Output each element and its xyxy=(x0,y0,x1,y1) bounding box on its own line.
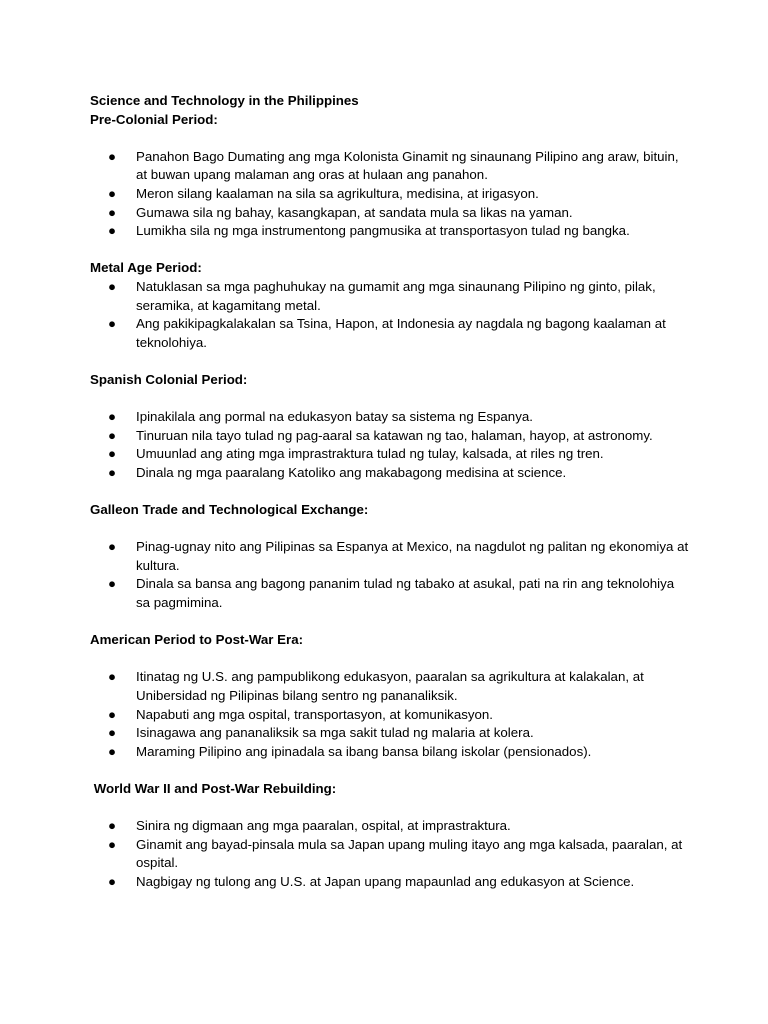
list-item-text: Nagbigay ng tulong ang U.S. at Japan upang mapaunlad ang edukasyon at Science. xyxy=(136,873,635,889)
bullet-icon: ● xyxy=(108,818,117,834)
bullet-list-spanish-colonial xyxy=(90,408,690,482)
bullet-list-metal-age xyxy=(90,278,690,352)
list-item-text: Ginamit ang bayad-pinsala mula sa Japan upang muling itayo ang mga kalsada, paaralan, at ospital. xyxy=(136,836,683,871)
spacer xyxy=(90,613,690,632)
list-item xyxy=(90,315,690,352)
list-item xyxy=(90,575,690,612)
bullet-icon: ● xyxy=(108,836,117,852)
list-item-text: Lumikha sila ng mga instrumentong pangmusika at transportasyon tulad ng bangka. xyxy=(136,223,630,239)
list-item xyxy=(90,278,690,315)
list-item-text: Maraming Pilipino ang ipinadala sa ibang bansa bilang iskolar (pensionados). xyxy=(136,743,592,759)
spacer xyxy=(90,352,690,371)
spacer xyxy=(90,241,690,260)
list-item xyxy=(90,817,690,836)
list-item-text: Panahon Bago Dumating ang mga Kolonista Ginamit ng sinaunang Pilipino ang araw, bituin, at buwan upang malaman ang oras at hulaan ang panahon. xyxy=(136,148,679,183)
bullet-icon: ● xyxy=(108,873,117,889)
list-item-text: Pinag-ugnay nito ang Pilipinas sa Espanya at Mexico, na nagdulot ng palitan ng ekonomiya at kultura. xyxy=(136,539,689,573)
bullet-list-wwii-rebuilding xyxy=(90,817,690,891)
spacer xyxy=(90,390,690,409)
list-item xyxy=(90,185,690,204)
list-item xyxy=(90,873,690,892)
section-heading-metal-age: Metal Age Period: xyxy=(90,260,202,276)
bullet-icon: ● xyxy=(108,706,117,722)
list-item-text: Dinala sa bansa ang bagong pananim tulad ng tabako at asukal, pati na rin ang teknolohiya sa pagmimina. xyxy=(136,576,675,611)
bullet-icon: ● xyxy=(108,446,117,462)
list-item xyxy=(90,148,690,185)
spacer xyxy=(90,520,690,539)
bullet-icon: ● xyxy=(108,576,117,592)
list-item xyxy=(90,706,690,725)
bullet-icon: ● xyxy=(108,204,117,220)
spacer xyxy=(90,799,690,818)
list-item xyxy=(90,464,690,483)
bullet-icon: ● xyxy=(108,725,117,741)
bullet-list-galleon-trade xyxy=(90,538,690,612)
section-heading-spanish-colonial: Spanish Colonial Period: xyxy=(90,371,248,387)
bullet-icon: ● xyxy=(108,464,117,480)
bullet-icon: ● xyxy=(108,148,117,164)
bullet-icon: ● xyxy=(108,278,117,294)
list-item-text: Itinatag ng U.S. ang pampublikong edukasyon, paaralan sa agrikultura at kalakalan, at Unibersidad ng Pilipinas bilang sentro ng pananaliksik. xyxy=(136,669,644,703)
section-heading-galleon-trade: Galleon Trade and Technological Exchange: xyxy=(90,502,369,518)
list-item-text: Meron silang kaalaman na sila sa agrikultura, medisina, at irigasyon. xyxy=(136,185,539,201)
list-item xyxy=(90,427,690,446)
bullet-icon: ● xyxy=(108,743,117,759)
list-item xyxy=(90,445,690,464)
list-item-text: Ipinakilala ang pormal na edukasyon batay sa sistema ng Espanya. xyxy=(136,409,533,425)
bullet-icon: ● xyxy=(108,539,117,555)
list-item-text: Ang pakikipagkalakalan sa Tsina, Hapon, at Indonesia ay nagdala ng bagong kaalaman at teknolohiya. xyxy=(136,316,666,350)
list-item xyxy=(90,836,690,873)
list-item-text: Umuunlad ang ating mga imprastraktura tulad ng tulay, kalsada, at riles ng tren. xyxy=(136,446,604,462)
document-title: Science and Technology in the Philippines xyxy=(90,93,359,108)
spacer xyxy=(90,129,690,148)
list-item-text: Sinira ng digmaan ang mga paaralan, ospital, at imprastraktura. xyxy=(136,818,511,834)
spacer xyxy=(90,650,690,669)
spacer xyxy=(90,482,690,501)
list-item-text: Isinagawa ang pananaliksik sa mga sakit tulad ng malaria at kolera. xyxy=(136,725,534,741)
bullet-list-american-period xyxy=(90,668,690,761)
bullet-icon: ● xyxy=(108,185,117,201)
section-heading-pre-colonial: Pre-Colonial Period: xyxy=(90,111,218,127)
bullet-icon: ● xyxy=(108,223,117,239)
spacer xyxy=(90,761,690,780)
list-item xyxy=(90,743,690,762)
bullet-icon: ● xyxy=(108,316,117,332)
list-item xyxy=(90,222,690,241)
bullet-icon: ● xyxy=(108,409,117,425)
list-item xyxy=(90,538,690,575)
bullet-icon: ● xyxy=(108,669,117,685)
document-body xyxy=(90,92,690,892)
list-item-text: Natuklasan sa mga paghuhukay na gumamit ang mga sinaunang Pilipino ng ginto, pilak, seramika, at kagamitang metal. xyxy=(136,278,656,313)
list-item-text: Dinala ng mga paaralang Katoliko ang makabagong medisina at science. xyxy=(136,464,567,480)
section-heading-american-period: American Period to Post-War Era: xyxy=(90,632,304,648)
list-item xyxy=(90,204,690,223)
bullet-icon: ● xyxy=(108,427,117,443)
list-item xyxy=(90,668,690,705)
list-item-text: Gumawa sila ng bahay, kasangkapan, at sandata mula sa likas na yaman. xyxy=(136,204,573,220)
list-item xyxy=(90,408,690,427)
list-item-text: Tinuruan nila tayo tulad ng pag-aaral sa katawan ng tao, halaman, hayop, at astronomy. xyxy=(136,427,653,443)
bullet-list-pre-colonial xyxy=(90,148,690,241)
list-item xyxy=(90,724,690,743)
list-item-text: Napabuti ang mga ospital, transportasyon, at komunikasyon. xyxy=(136,706,494,722)
section-heading-wwii-rebuilding: World War II and Post-War Rebuilding: xyxy=(90,780,337,796)
